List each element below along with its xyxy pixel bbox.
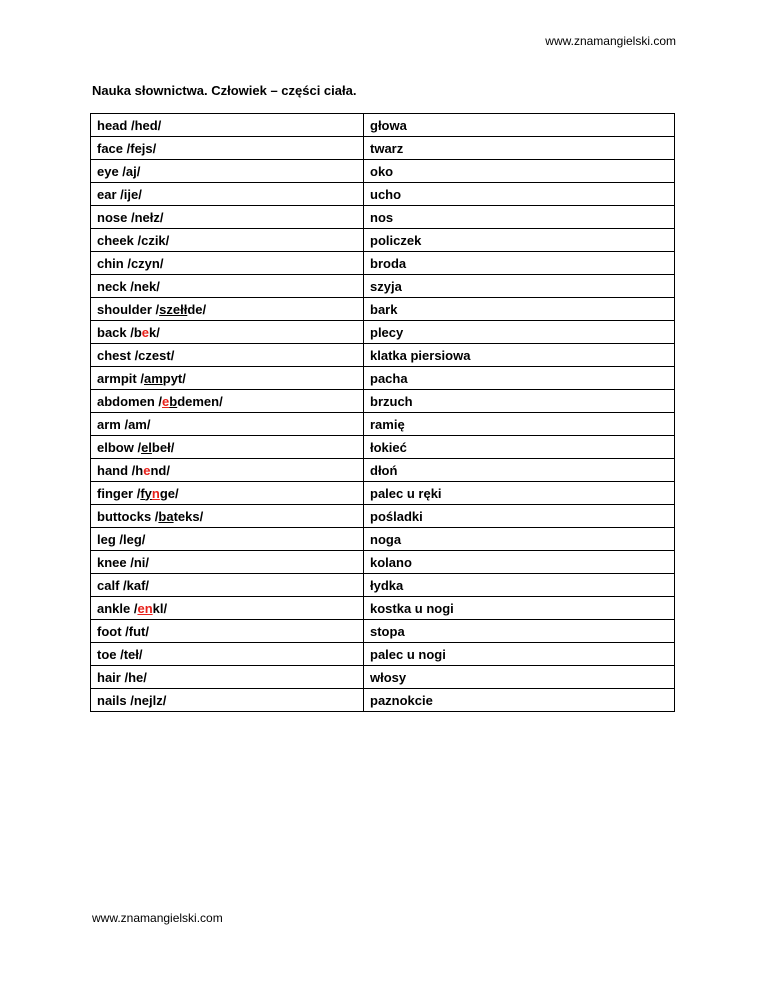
table-row: [91, 229, 675, 252]
english-word-cell: [91, 528, 364, 551]
english-word-cell: [91, 298, 364, 321]
polish-translation-cell: pośladki: [364, 505, 675, 528]
table-row: [91, 689, 675, 712]
polish-translation-cell: plecy: [364, 321, 675, 344]
english-word-cell: [91, 344, 364, 367]
english-word-segment: de/: [187, 301, 207, 317]
english-word-cell: [91, 689, 364, 712]
english-word-cell: [91, 367, 364, 390]
english-word-segment: demen/: [177, 393, 223, 409]
english-word-cell: [91, 275, 364, 298]
english-word-segment: k/: [149, 324, 160, 340]
english-word-segment: nd/: [150, 462, 170, 478]
english-word-segment: chin /czyn/: [97, 255, 164, 271]
table-row: [91, 137, 675, 160]
table-row: [91, 597, 675, 620]
table-row: [91, 252, 675, 275]
english-word-segment: fy: [140, 485, 152, 501]
english-word-cell: [91, 160, 364, 183]
english-word-segment: nails /nejlz/: [97, 692, 167, 708]
english-word-cell: [91, 482, 364, 505]
polish-translation-cell: łydka: [364, 574, 675, 597]
table-row: [91, 551, 675, 574]
english-word-cell: [91, 666, 364, 689]
english-word-cell: [91, 574, 364, 597]
english-word-segment: cheek /czik/: [97, 232, 170, 248]
table-row: [91, 160, 675, 183]
table-row: [91, 275, 675, 298]
header-url: www.znamangielski.com: [545, 34, 676, 48]
table-row: [91, 183, 675, 206]
table-row: [91, 505, 675, 528]
english-word-cell: [91, 551, 364, 574]
english-word-segment: elbow /: [97, 439, 142, 455]
english-word-cell: [91, 390, 364, 413]
english-word-segment: e: [162, 393, 170, 409]
table-row: [91, 206, 675, 229]
english-word-segment: toe /teł/: [97, 646, 143, 662]
polish-translation-cell: głowa: [364, 114, 675, 137]
english-word-segment: shoulder /: [97, 301, 160, 317]
english-word-cell: [91, 229, 364, 252]
polish-translation-cell: łokieć: [364, 436, 675, 459]
polish-translation-cell: noga: [364, 528, 675, 551]
english-word-segment: szełł: [159, 301, 188, 317]
english-word-cell: [91, 597, 364, 620]
english-word-segment: hand /h: [97, 462, 144, 478]
vocabulary-table: [90, 113, 675, 712]
english-word-segment: pyt/: [162, 370, 186, 386]
english-word-segment: ge/: [159, 485, 179, 501]
polish-translation-cell: kostka u nogi: [364, 597, 675, 620]
english-word-cell: [91, 252, 364, 275]
english-word-segment: chest /czest/: [97, 347, 175, 363]
english-word-segment: teks/: [173, 508, 204, 524]
english-word-cell: [91, 505, 364, 528]
english-word-segment: b: [169, 393, 178, 409]
table-row: [91, 114, 675, 137]
english-word-segment: e: [141, 324, 150, 340]
polish-translation-cell: paznokcie: [364, 689, 675, 712]
table-row: [91, 643, 675, 666]
polish-translation-cell: pacha: [364, 367, 675, 390]
polish-translation-cell: włosy: [364, 666, 675, 689]
english-word-segment: finger /: [97, 485, 141, 501]
table-row: [91, 321, 675, 344]
polish-translation-cell: stopa: [364, 620, 675, 643]
table-row: [91, 390, 675, 413]
english-word-cell: [91, 413, 364, 436]
table-row: [91, 436, 675, 459]
polish-translation-cell: twarz: [364, 137, 675, 160]
english-word-segment: ba: [158, 508, 174, 524]
english-word-cell: [91, 620, 364, 643]
polish-translation-cell: bark: [364, 298, 675, 321]
footer-url: www.znamangielski.com: [92, 911, 223, 925]
english-word-cell: [91, 183, 364, 206]
english-word-segment: kl/: [152, 600, 168, 616]
table-row: [91, 574, 675, 597]
table-row: [91, 528, 675, 551]
polish-translation-cell: brzuch: [364, 390, 675, 413]
english-word-cell: [91, 114, 364, 137]
vocabulary-table-body: [91, 114, 675, 712]
english-word-segment: calf /kaf/: [97, 577, 150, 593]
polish-translation-cell: dłoń: [364, 459, 675, 482]
english-word-cell: [91, 206, 364, 229]
polish-translation-cell: nos: [364, 206, 675, 229]
english-word-cell: [91, 643, 364, 666]
english-word-segment: eye /aj/: [97, 163, 141, 179]
english-word-segment: armpit /: [97, 370, 144, 386]
polish-translation-cell: klatka piersiowa: [364, 344, 675, 367]
english-word-cell: [91, 137, 364, 160]
english-word-segment: am: [143, 370, 163, 386]
table-row: [91, 620, 675, 643]
english-word-segment: buttocks /: [97, 508, 159, 524]
english-word-segment: leg /leg/: [97, 531, 146, 547]
table-row: [91, 367, 675, 390]
polish-translation-cell: szyja: [364, 275, 675, 298]
english-word-segment: knee /ni/: [97, 554, 150, 570]
polish-translation-cell: policzek: [364, 229, 675, 252]
english-word-cell: [91, 436, 364, 459]
english-word-segment: back /b: [97, 324, 142, 340]
table-row: [91, 666, 675, 689]
page-title: Nauka słownictwa. Człowiek – części ciała.: [92, 83, 357, 98]
english-word-cell: [91, 459, 364, 482]
english-word-segment: beł/: [151, 439, 175, 455]
english-word-segment: head /hed/: [97, 117, 162, 133]
polish-translation-cell: palec u ręki: [364, 482, 675, 505]
english-word-cell: [91, 321, 364, 344]
polish-translation-cell: broda: [364, 252, 675, 275]
english-word-segment: e: [143, 462, 151, 478]
polish-translation-cell: kolano: [364, 551, 675, 574]
table-row: [91, 482, 675, 505]
english-word-segment: foot /fut/: [97, 623, 149, 639]
english-word-segment: ear /ije/: [97, 186, 142, 202]
english-word-segment: neck /nek/: [97, 278, 160, 294]
polish-translation-cell: oko: [364, 160, 675, 183]
english-word-segment: abdomen /: [97, 393, 163, 409]
english-word-segment: n: [151, 485, 160, 501]
english-word-segment: ankle /: [97, 600, 138, 616]
english-word-segment: en: [137, 600, 153, 616]
polish-translation-cell: ucho: [364, 183, 675, 206]
english-word-segment: hair /he/: [97, 669, 147, 685]
polish-translation-cell: ramię: [364, 413, 675, 436]
english-word-segment: nose /nełz/: [97, 209, 164, 225]
english-word-segment: arm /am/: [97, 416, 151, 432]
table-row: [91, 459, 675, 482]
english-word-segment: face /fejs/: [97, 140, 157, 156]
polish-translation-cell: palec u nogi: [364, 643, 675, 666]
table-row: [91, 344, 675, 367]
english-word-segment: el: [141, 439, 152, 455]
table-row: [91, 413, 675, 436]
table-row: [91, 298, 675, 321]
